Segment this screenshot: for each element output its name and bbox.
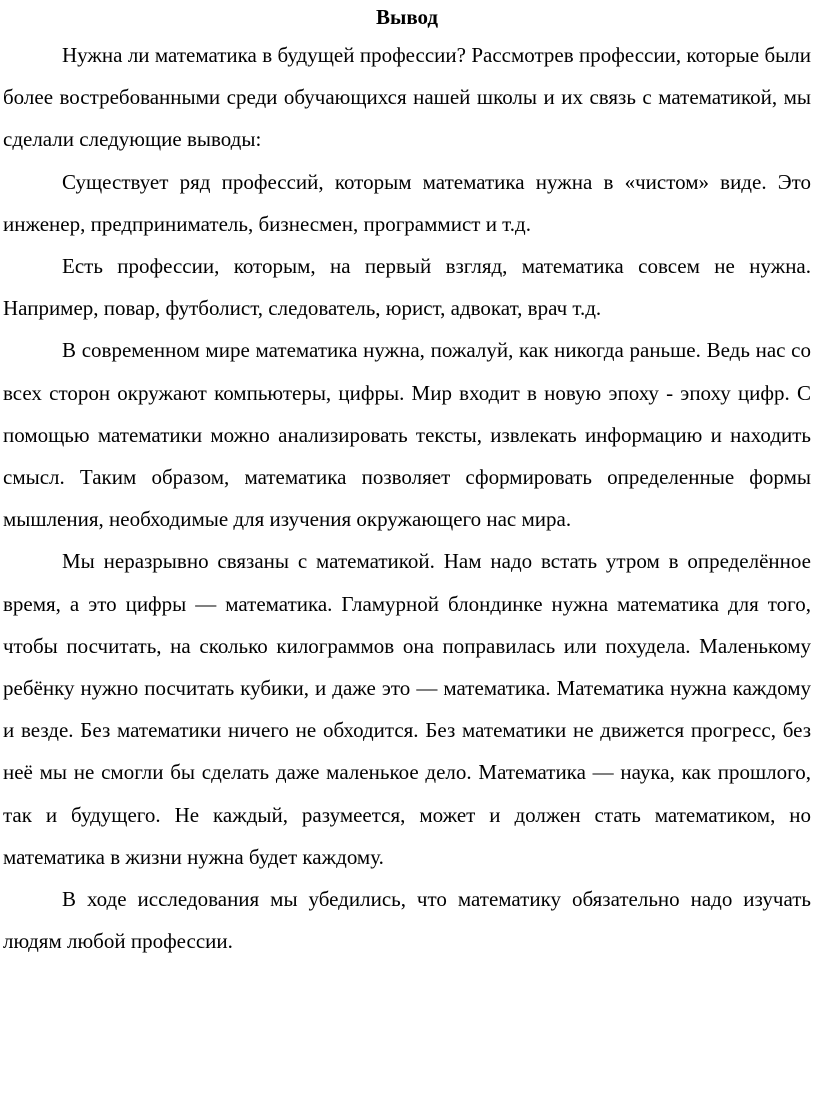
document-page — [3, 0, 811, 962]
paragraph-4: В современном мире математика нужна, пожалуй, как никогда раньше. Ведь нас со всех сторон окружают компьютеры, цифры. Мир входит в новую эпоху - эпоху цифр. С помощью математики можно анализировать тексты, извлекать информацию и находить смысл. Таким образом, математика позволяет сформировать определенные формы мышления, необходимые для изучения окружающего нас мира. — [3, 338, 811, 532]
paragraph-1: Нужна ли математика в будущей профессии? Рассмотрев профессии, которые были более востребованными среди обучающихся нашей школы и их связь с математикой, мы сделали следующие выводы: — [3, 43, 811, 152]
paragraph-6: В ходе исследования мы убедились, что математику обязательно надо изучать людям любой профессии. — [3, 887, 811, 954]
paragraph-3: Есть профессии, которым, на первый взгляд, математика совсем не нужна. Например, повар, футболист, следователь, юрист, адвокат, врач т.д. — [3, 254, 811, 321]
paragraph-5: Мы неразрывно связаны с математикой. Нам надо встать утром в определённое время, а это цифры — математика. Гламурной блондинке нужна математика для того, чтобы посчитать, на сколько килограммов она поправилась или похудела. Маленькому ребёнку нужно посчитать кубики, и даже это — математика. Математика нужна каждому и везде. Без математики ничего не обходится. Без математики не движется прогресс, без неё мы не смогли бы сделать даже маленькое дело. Математика — наука, как прошлого, так и будущего. Не каждый, разумеется, может и должен стать математиком, но математика в жизни нужна будет каждому. — [3, 549, 811, 869]
document-title: Вывод — [375, 5, 439, 29]
paragraph-2: Существует ряд профессий, которым математика нужна в «чистом» виде. Это инженер, предприниматель, бизнесмен, программист и т.д. — [3, 169, 811, 236]
